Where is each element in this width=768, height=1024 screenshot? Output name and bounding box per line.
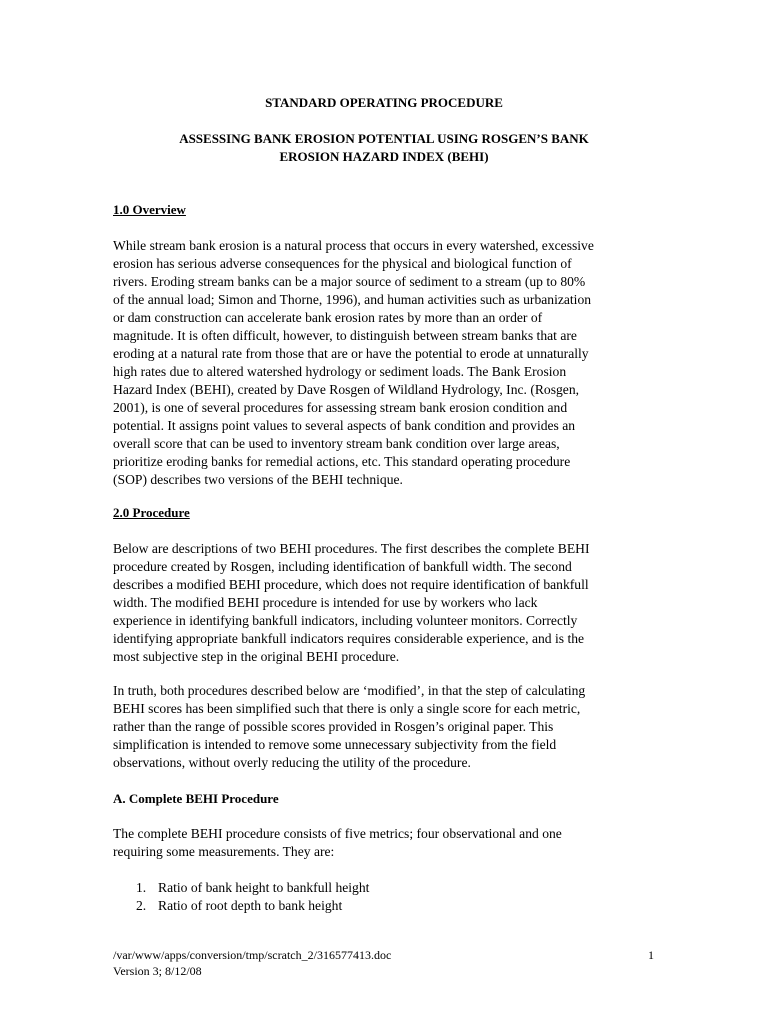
paragraph-line: prioritize eroding banks for remedial actions, etc. This standard operating procedure [113,454,571,469]
procedure-heading: 2.0 Procedure [113,505,190,520]
paragraph-line: Below are descriptions of two BEHI procedures. The first describes the complete BEHI [113,541,590,556]
list-item-text: Ratio of root depth to bank height [158,898,343,913]
paragraph-line: identifying appropriate bankfull indicators requires considerable experience, and is the [113,631,585,646]
list-item-text: Ratio of bank height to bankfull height [158,880,370,895]
list-item [136,897,369,915]
procedure-paragraph-2 [113,682,585,772]
paragraph-line: magnitude. It is often difficult, however, to distinguish between stream banks that are [113,328,577,343]
paragraph-line: While stream bank erosion is a natural process that occurs in every watershed, excessive [113,238,594,253]
page-footer [113,947,391,979]
paragraph-line: experience in identifying bankfull indicators, including volunteer monitors. Correctly [113,613,578,628]
paragraph-line: high rates due to altered watershed hydrology or sediment loads. The Bank Erosion [113,364,567,379]
paragraph-line: describes a modified BEHI procedure, which does not require identification of bankfull [113,577,589,592]
paragraph-line: rivers. Eroding stream banks can be a major source of sediment to a stream (up to 80% [113,274,586,289]
footer-file-path: /var/www/apps/conversion/tmp/scratch_2/316577413.doc [113,948,392,962]
paragraph-line: eroding at a natural rate from those that are or have the potential to erode at unnaturally [113,346,589,361]
paragraph-line: BEHI scores has been simplified such that there is only a single score for each metric, [113,701,581,716]
paragraph-line: procedure created by Rosgen, including identification of bankfull width. The second [113,559,572,574]
paragraph-line: erosion has serious adverse consequences for the physical and biological function of [113,256,572,271]
list-number: 2. [136,898,147,913]
paragraph-line: (SOP) describes two versions of the BEHI technique. [113,472,403,487]
paragraph-line: Hazard Index (BEHI), created by Dave Rosgen of Wildland Hydrology, Inc. (Rosgen, [113,382,580,397]
complete-behi-heading: A. Complete BEHI Procedure [113,791,279,806]
document-subtitle-line-2: EROSION HAZARD INDEX (BEHI) [279,149,489,164]
paragraph-line: rather than the range of possible scores provided in Rosgen’s original paper. This [113,719,554,734]
paragraph-line: overall score that can be used to inventory stream bank condition over large areas, [113,436,560,451]
paragraph-line: 2001), is one of several procedures for assessing stream bank erosion condition and [113,400,568,415]
paragraph-line: potential. It assigns point values to several aspects of bank condition and provides an [113,418,576,433]
paragraph-line: The complete BEHI procedure consists of five metrics; four observational and one [113,826,562,841]
document-title: STANDARD OPERATING PROCEDURE [265,95,503,110]
paragraph-line: or dam construction can accelerate bank erosion rates by more than an order of [113,310,543,325]
paragraph-line: most subjective step in the original BEHI procedure. [113,649,400,664]
footer-version: Version 3; 8/12/08 [113,964,202,978]
overview-heading: 1.0 Overview [113,202,186,217]
paragraph-line: In truth, both procedures described below are ‘modified’, in that the step of calculating [113,683,586,698]
paragraph-line: observations, without overly reducing the utility of the procedure. [113,755,471,770]
paragraph-line: requiring some measurements. They are: [113,844,335,859]
paragraph-line: simplification is intended to remove some unnecessary subjectivity from the field [113,737,557,752]
page-number: 1 [648,948,654,962]
list-number: 1. [136,880,147,895]
procedure-paragraph-1 [113,540,590,666]
list-item [136,879,369,897]
complete-behi-intro [113,825,562,861]
document-subtitle-line-1: ASSESSING BANK EROSION POTENTIAL USING ROSGEN’S BANK [179,131,589,146]
overview-paragraph [113,237,594,489]
paragraph-line: of the annual load; Simon and Thorne, 1996), and human activities such as urbanization [113,292,592,307]
metrics-list [136,879,369,915]
paragraph-line: width. The modified BEHI procedure is intended for use by workers who lack [113,595,538,610]
